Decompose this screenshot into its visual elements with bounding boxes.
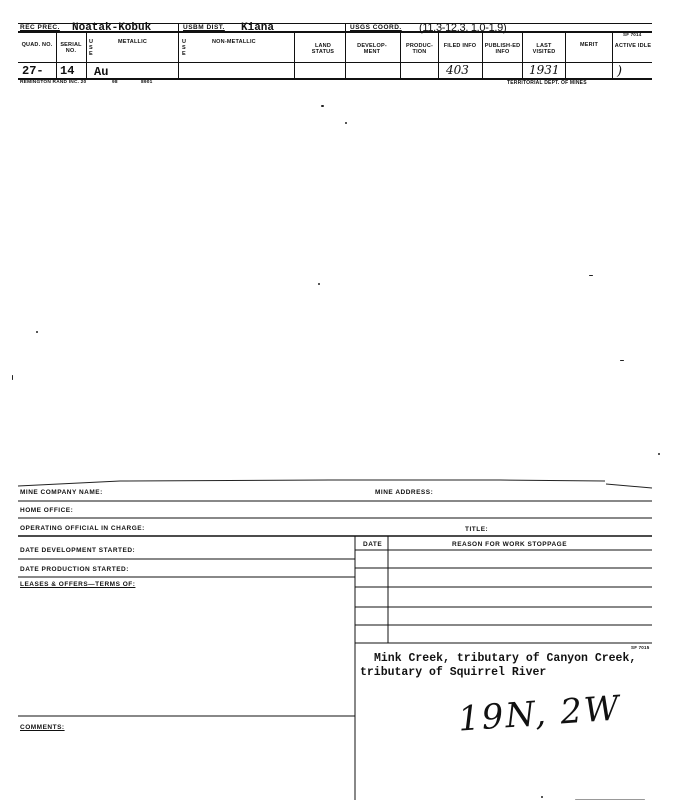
- rec-prec-value: Noatak-Kobuk: [72, 22, 152, 34]
- col-development: DEVELOP-MENT: [357, 43, 387, 55]
- location-note-line-2: tributary of Squirrel River: [360, 666, 547, 679]
- scan-speck: [541, 796, 543, 798]
- comments-label: COMMENTS:: [20, 724, 65, 731]
- printer-code-2: 8901: [141, 80, 153, 85]
- record-serial-no: 14: [60, 64, 75, 78]
- col-nonmetallic-use: U S E: [182, 39, 187, 57]
- col-nonmetallic: NON-METALLIC: [212, 39, 256, 45]
- date-col-label: DATE: [363, 541, 383, 548]
- record-metallic: Au: [94, 65, 109, 79]
- date-production-label: DATE PRODUCTION STARTED:: [20, 566, 129, 573]
- operating-official-label: OPERATING OFFICIAL IN CHARGE:: [20, 525, 145, 532]
- col-serial-no: SERIAL NO.: [60, 42, 82, 54]
- record-filed-info: 403: [446, 63, 469, 77]
- title-label: TITLE:: [465, 526, 489, 533]
- record-last-visited: 1931: [529, 63, 560, 77]
- home-office-label: HOME OFFICE:: [20, 507, 74, 514]
- col-metallic-use: U S E: [89, 39, 94, 57]
- form-number: SF 7014: [623, 32, 642, 37]
- location-note-line-1: Mink Creek, tributary of Canyon Creek,: [374, 652, 637, 665]
- col-merit: MERIT: [579, 42, 599, 48]
- col-published-info: PUBLISH-ED INFO: [484, 43, 521, 55]
- printer-imprint: REMINGTON RAND INC. 20: [20, 80, 87, 85]
- form-number-2: SF 7015: [631, 645, 650, 650]
- usbm-dist-value: Kiana: [241, 22, 275, 34]
- usgs-coord-label: USGS COORD.: [350, 24, 402, 31]
- col-filed-info: FILED INFO: [443, 43, 477, 49]
- usgs-coord-value: (11.3-12.3, 1.0-1.9): [419, 22, 507, 34]
- department-imprint: TERRITORIAL DEPT. OF MINES: [507, 80, 587, 86]
- date-development-label: DATE DEVELOPMENT STARTED:: [20, 547, 136, 554]
- handwritten-township-range: 19N, 2W: [456, 688, 623, 740]
- mine-address-label: MINE ADDRESS:: [375, 489, 434, 496]
- reason-col-label: REASON FOR WORK STOPPAGE: [452, 541, 568, 548]
- col-production: PRODUC-TION: [405, 43, 434, 55]
- col-active-idle: ACTIVE IDLE: [614, 43, 652, 49]
- col-quad-no: QUAD. NO.: [21, 42, 53, 48]
- active-idle-mark: ): [617, 64, 623, 79]
- col-last-visited: LAST VISITED: [532, 43, 556, 55]
- leases-label: LEASES & OFFERS—TERMS OF:: [20, 581, 136, 588]
- rec-prec-label: REC PREC.: [20, 24, 60, 31]
- mine-company-name-label: MINE COMPANY NAME:: [20, 489, 103, 496]
- scan-speck: [575, 799, 645, 800]
- col-metallic: METALLIC: [118, 39, 147, 45]
- col-land-status: LAND STATUS: [311, 43, 335, 55]
- usbm-dist-label: USBM DIST.: [183, 24, 225, 31]
- record-quad-no: 27-: [22, 64, 44, 78]
- printer-code-1: 98: [112, 80, 118, 85]
